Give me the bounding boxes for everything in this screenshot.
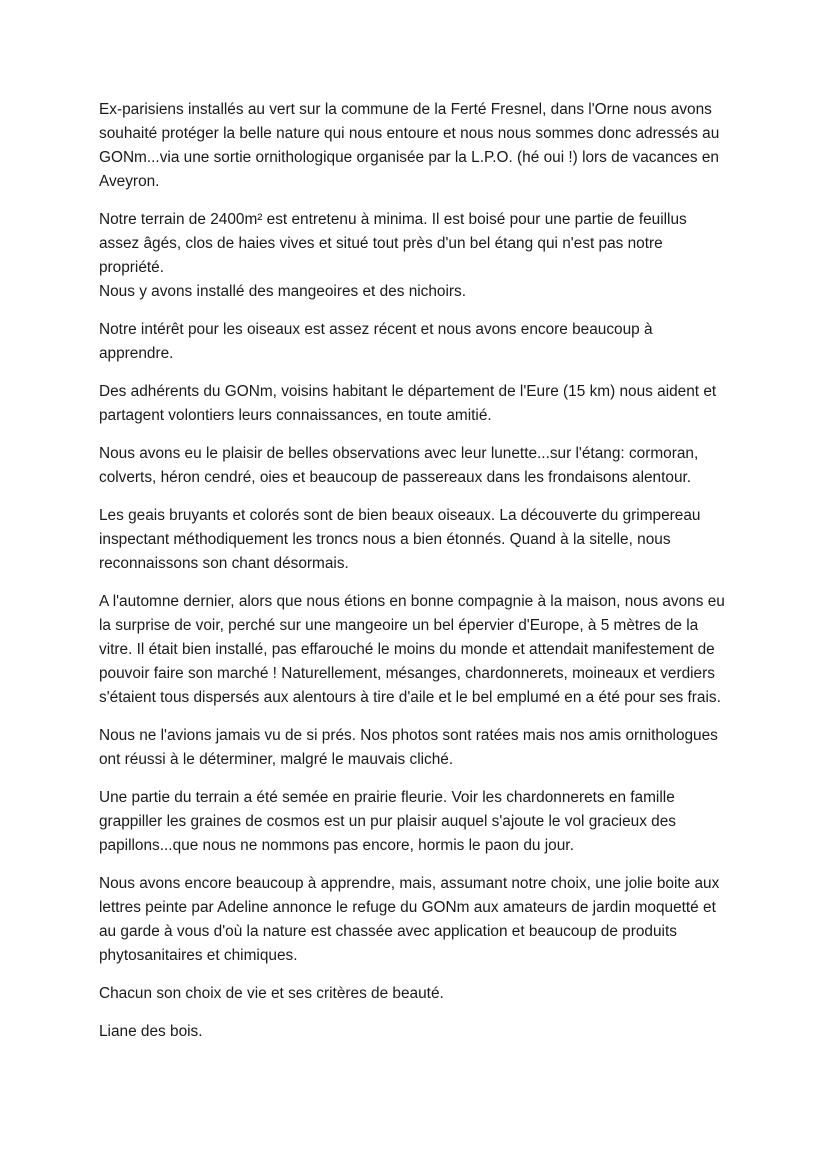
paragraph-terrain: Notre terrain de 2400m² est entretenu à minima. Il est boisé pour une partie de feuillus assez âgés, clos de haies vives et situé tout près d'un bel étang qui n'est pas notre propriété. Nous y avons installé des mangeoires et des nichoirs. [99,211,687,300]
signature-text: Liane des bois. [99,1023,203,1040]
paragraph-intro: Ex-parisiens installés au vert sur la commune de la Ferté Fresnel, dans l'Orne nous avons souhaité protéger la belle nature qui nous entoure et nous nous sommes donc adressés au GONm...via une sortie ornithologique organisée par la L.P.O. (hé oui !) lors de vacances en Aveyron. [99,101,720,190]
paragraph-observations: Nous avons eu le plaisir de belles observations avec leur lunette...sur l'étang: cormoran, colverts, héron cendré, oies et beaucoup de passereaux dans les frondaisons alentour. [99,445,699,486]
paragraph-adherents: Des adhérents du GONm, voisins habitant le département de l'Eure (15 km) nous aident et partagent volontiers leurs connaissances, en toute amitié. [99,383,717,424]
paragraph-interet: Notre intérêt pour les oiseaux est assez récent et nous avons encore beaucoup à apprendre. [99,321,653,362]
document-body [99,98,729,1044]
paragraph-photos: Nous ne l'avions jamais vu de si prés. Nos photos sont ratées mais nos amis ornithologues ont réussi à le déterminer, malgré le mauvais cliché. [99,727,718,768]
paragraph-geais: Les geais bruyants et colorés sont de bien beaux oiseaux. La découverte du grimpereau inspectant méthodiquement les troncs nous a bien étonnés. Quand à la sitelle, nous reconnaissons son chant désormais. [99,507,701,572]
paragraph-prairie: Une partie du terrain a été semée en prairie fleurie. Voir les chardonnerets en famille grappiller les graines de cosmos est un pur plaisir auquel s'ajoute le vol gracieux des papillons...que nous ne nommons pas encore, hormis le paon du jour. [99,789,676,854]
paragraph-gap [99,1006,729,1020]
paragraph-gap [99,968,729,982]
paragraph-refuge: Nous avons encore beaucoup à apprendre, mais, assumant notre choix, une jolie boite aux lettres peinte par Adeline annonce le refuge du GONm aux amateurs de jardin moquetté et au garde à vous d'où la nature est chassée avec application et beaucoup de produits phytosanitaires et chimiques. [99,875,720,964]
paragraph-gap [99,576,729,590]
paragraph-gap [99,772,729,786]
paragraph-epervier: A l'automne dernier, alors que nous étions en bonne compagnie à la maison, nous avons eu la surprise de voir, perché sur une mangeoire un bel épervier d'Europe, à 5 mètres de la vitre. Il était bien installé, pas effarouché le moins du monde et attendait manifestement de pouvoir faire son marché ! Naturellement, mésanges, chardonnerets, moineaux et verdiers s'étaient tous dispersés aux alentours à tire d'aile et le bel emplumé en a été pour ses frais. [99,593,725,706]
paragraph-gap [99,366,729,380]
paragraph-gap [99,194,729,208]
paragraph-gap [99,490,729,504]
paragraph-gap [99,858,729,872]
paragraph-choix: Chacun son choix de vie et ses critères de beauté. [99,985,444,1002]
paragraph-gap [99,710,729,724]
paragraph-gap [99,304,729,318]
paragraph-gap [99,428,729,442]
